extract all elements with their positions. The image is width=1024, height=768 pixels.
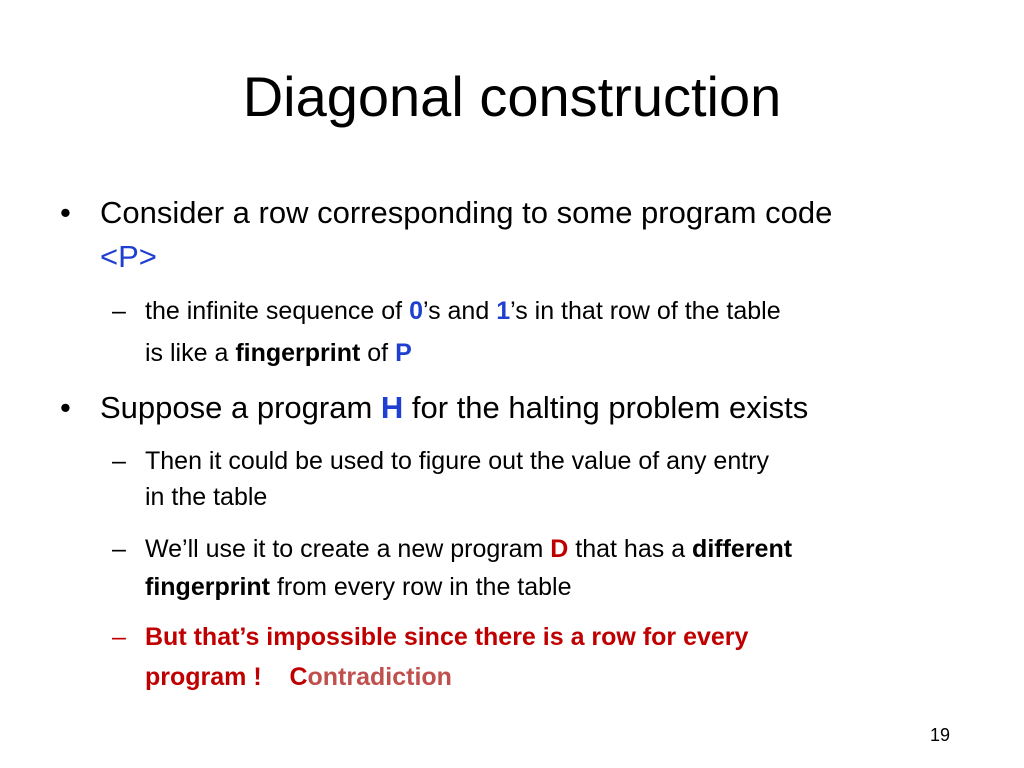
text-run: from every row in the table bbox=[270, 573, 572, 601]
text-run: We’ll use it to create a new program bbox=[145, 535, 551, 563]
fingerprint-term: fingerprint bbox=[145, 573, 270, 601]
sub-bullet-4-line-1: But that’s impossible since there is a row for every bbox=[145, 623, 749, 651]
d-token: D bbox=[550, 535, 569, 563]
sub-bullet-1-line-2 bbox=[145, 336, 412, 370]
sub-bullet-marker: – bbox=[112, 623, 126, 651]
sub-bullet-3-line-1 bbox=[145, 532, 792, 566]
text-run: program ! C bbox=[145, 663, 308, 691]
bullet-1-line-1: Consider a row corresponding to some program code bbox=[100, 195, 833, 230]
sub-bullet-3-line-2 bbox=[145, 570, 572, 604]
sub-bullet-4-line-2 bbox=[145, 660, 452, 694]
p-token: P bbox=[395, 339, 412, 367]
slide-title: Diagonal construction bbox=[242, 65, 782, 128]
sub-bullet-marker: – bbox=[112, 297, 126, 325]
text-run: of bbox=[360, 339, 396, 367]
bullet-marker: • bbox=[60, 195, 71, 230]
h-token: H bbox=[380, 390, 404, 425]
text-run: that has a bbox=[568, 535, 693, 563]
contradiction-term: ontradiction bbox=[307, 663, 452, 691]
fingerprint-term: fingerprint bbox=[235, 339, 361, 367]
text-run: the infinite sequence of bbox=[145, 297, 410, 325]
page-number: 19 bbox=[930, 725, 951, 745]
program-code-token: <P> bbox=[100, 239, 157, 274]
text-run: ’s and bbox=[422, 297, 497, 325]
sub-bullet-1-line-1 bbox=[145, 294, 781, 328]
bullet-2-line-1 bbox=[100, 388, 808, 428]
text-run: for the halting problem exists bbox=[403, 390, 809, 425]
one-token: 1 bbox=[496, 297, 511, 325]
sub-bullet-2-line-1: Then it could be used to figure out the value of any entry bbox=[145, 447, 770, 475]
sub-bullet-marker: – bbox=[112, 535, 126, 563]
sub-bullet-2-line-2: in the table bbox=[145, 483, 268, 511]
text-run: is like a bbox=[145, 339, 236, 367]
different-term: different bbox=[692, 535, 793, 563]
text-run: ’s in that row of the table bbox=[510, 297, 781, 325]
sub-bullet-marker: – bbox=[112, 447, 126, 475]
zero-token: 0 bbox=[409, 297, 423, 325]
bullet-marker: • bbox=[60, 390, 71, 425]
text-run: Suppose a program bbox=[100, 390, 381, 425]
